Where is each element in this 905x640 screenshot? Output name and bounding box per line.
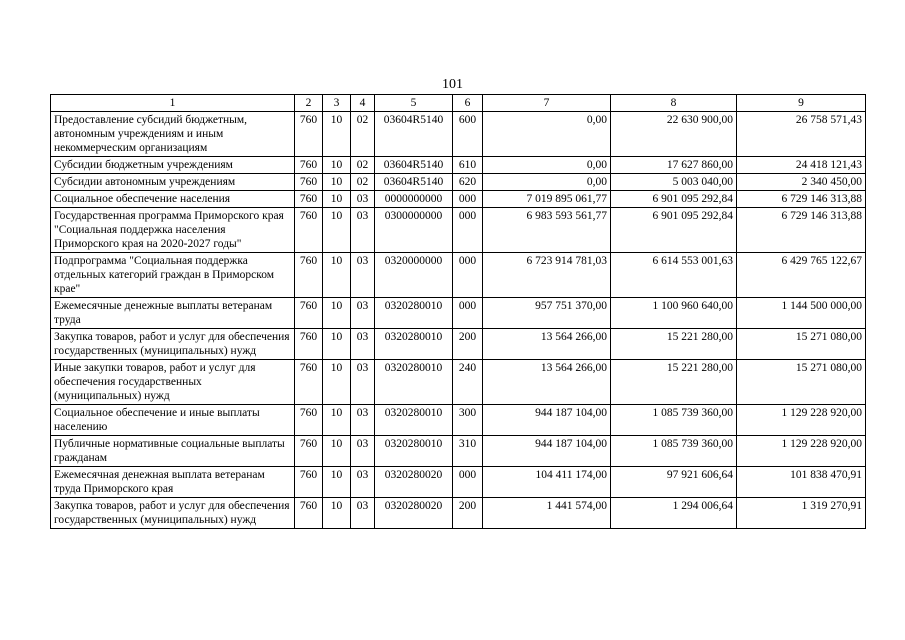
table-row — [51, 498, 866, 529]
subsection-code-cell: 03 — [351, 191, 375, 208]
row-name-cell: Государственная программа Приморского края "Социальная поддержка населения Приморского края на 2020-2027 годы" — [51, 208, 295, 253]
expense-type-cell: 000 — [453, 191, 483, 208]
table-row — [51, 191, 866, 208]
amount-cell-col7: 957 751 370,00 — [483, 298, 611, 329]
amount-cell-col8: 17 627 860,00 — [611, 157, 737, 174]
target-article-cell: 0320280010 — [375, 360, 453, 405]
admin-code-cell: 760 — [295, 191, 323, 208]
amount-cell-col8: 6 901 095 292,84 — [611, 191, 737, 208]
expense-type-cell: 240 — [453, 360, 483, 405]
amount-cell-col7: 6 723 914 781,03 — [483, 253, 611, 298]
amount-cell-col7: 944 187 104,00 — [483, 405, 611, 436]
row-name-cell: Предоставление субсидий бюджетным, автономным учреждениям и иным некоммерческим организациям — [51, 112, 295, 157]
subsection-code-cell: 03 — [351, 208, 375, 253]
target-article-cell: 0320280020 — [375, 498, 453, 529]
section-code-cell: 10 — [323, 298, 351, 329]
amount-cell-col7: 1 441 574,00 — [483, 498, 611, 529]
table-row — [51, 174, 866, 191]
amount-cell-col7: 0,00 — [483, 157, 611, 174]
column-header: 3 — [323, 95, 351, 112]
amount-cell-col8: 15 221 280,00 — [611, 329, 737, 360]
admin-code-cell: 760 — [295, 157, 323, 174]
amount-cell-col8: 6 614 553 001,63 — [611, 253, 737, 298]
admin-code-cell: 760 — [295, 174, 323, 191]
expense-type-cell: 600 — [453, 112, 483, 157]
expense-type-cell: 000 — [453, 208, 483, 253]
amount-cell-col7: 7 019 895 061,77 — [483, 191, 611, 208]
amount-cell-col7: 13 564 266,00 — [483, 360, 611, 405]
expense-type-cell: 620 — [453, 174, 483, 191]
amount-cell-col8: 22 630 900,00 — [611, 112, 737, 157]
subsection-code-cell: 03 — [351, 405, 375, 436]
subsection-code-cell: 03 — [351, 467, 375, 498]
table-body — [51, 112, 866, 529]
admin-code-cell: 760 — [295, 253, 323, 298]
column-header: 2 — [295, 95, 323, 112]
amount-cell-col7: 0,00 — [483, 112, 611, 157]
amount-cell-col7: 944 187 104,00 — [483, 436, 611, 467]
amount-cell-col7: 104 411 174,00 — [483, 467, 611, 498]
subsection-code-cell: 03 — [351, 360, 375, 405]
target-article-cell: 0320280010 — [375, 436, 453, 467]
table-row — [51, 360, 866, 405]
expense-type-cell: 200 — [453, 498, 483, 529]
admin-code-cell: 760 — [295, 498, 323, 529]
amount-cell-col8: 5 003 040,00 — [611, 174, 737, 191]
column-header: 6 — [453, 95, 483, 112]
budget-table — [50, 94, 866, 529]
row-name-cell: Субсидии бюджетным учреждениям — [51, 157, 295, 174]
subsection-code-cell: 03 — [351, 498, 375, 529]
column-header: 9 — [737, 95, 866, 112]
amount-cell-col9: 1 319 270,91 — [737, 498, 866, 529]
target-article-cell: 0320280010 — [375, 298, 453, 329]
row-name-cell: Ежемесячные денежные выплаты ветеранам труда — [51, 298, 295, 329]
target-article-cell: 0320280010 — [375, 329, 453, 360]
amount-cell-col9: 1 129 228 920,00 — [737, 405, 866, 436]
admin-code-cell: 760 — [295, 405, 323, 436]
section-code-cell: 10 — [323, 436, 351, 467]
subsection-code-cell: 03 — [351, 298, 375, 329]
table-row — [51, 436, 866, 467]
column-header: 7 — [483, 95, 611, 112]
expense-type-cell: 000 — [453, 467, 483, 498]
row-name-cell: Ежемесячная денежная выплата ветеранам труда Приморского края — [51, 467, 295, 498]
table-row — [51, 405, 866, 436]
column-header: 4 — [351, 95, 375, 112]
column-header: 5 — [375, 95, 453, 112]
subsection-code-cell: 02 — [351, 112, 375, 157]
subsection-code-cell: 03 — [351, 329, 375, 360]
target-article-cell: 0320280020 — [375, 467, 453, 498]
amount-cell-col8: 1 294 006,64 — [611, 498, 737, 529]
subsection-code-cell: 02 — [351, 157, 375, 174]
amount-cell-col9: 24 418 121,43 — [737, 157, 866, 174]
target-article-cell: 03604R5140 — [375, 174, 453, 191]
admin-code-cell: 760 — [295, 298, 323, 329]
target-article-cell: 0320280010 — [375, 405, 453, 436]
row-name-cell: Иные закупки товаров, работ и услуг для обеспечения государственных (муниципальных) нужд — [51, 360, 295, 405]
admin-code-cell: 760 — [295, 467, 323, 498]
row-name-cell: Закупка товаров, работ и услуг для обеспечения государственных (муниципальных) нужд — [51, 498, 295, 529]
amount-cell-col9: 6 729 146 313,88 — [737, 208, 866, 253]
header-row — [51, 95, 866, 112]
column-header: 8 — [611, 95, 737, 112]
table-row — [51, 298, 866, 329]
admin-code-cell: 760 — [295, 436, 323, 467]
row-name-cell: Субсидии автономным учреждениям — [51, 174, 295, 191]
expense-type-cell: 000 — [453, 253, 483, 298]
amount-cell-col9: 1 129 228 920,00 — [737, 436, 866, 467]
admin-code-cell: 760 — [295, 208, 323, 253]
section-code-cell: 10 — [323, 112, 351, 157]
amount-cell-col9: 6 729 146 313,88 — [737, 191, 866, 208]
target-article-cell: 03604R5140 — [375, 157, 453, 174]
amount-cell-col9: 15 271 080,00 — [737, 329, 866, 360]
table-row — [51, 208, 866, 253]
subsection-code-cell: 03 — [351, 436, 375, 467]
admin-code-cell: 760 — [295, 329, 323, 360]
target-article-cell: 0300000000 — [375, 208, 453, 253]
amount-cell-col9: 2 340 450,00 — [737, 174, 866, 191]
target-article-cell: 03604R5140 — [375, 112, 453, 157]
section-code-cell: 10 — [323, 174, 351, 191]
section-code-cell: 10 — [323, 360, 351, 405]
amount-cell-col8: 15 221 280,00 — [611, 360, 737, 405]
amount-cell-col9: 1 144 500 000,00 — [737, 298, 866, 329]
row-name-cell: Публичные нормативные социальные выплаты гражданам — [51, 436, 295, 467]
table-row — [51, 329, 866, 360]
page-number: 101 — [442, 77, 463, 92]
row-name-cell: Подпрограмма "Социальная поддержка отдельных категорий граждан в Приморском крае" — [51, 253, 295, 298]
expense-type-cell: 000 — [453, 298, 483, 329]
section-code-cell: 10 — [323, 208, 351, 253]
section-code-cell: 10 — [323, 191, 351, 208]
row-name-cell: Социальное обеспечение и иные выплаты населению — [51, 405, 295, 436]
row-name-cell: Закупка товаров, работ и услуг для обеспечения государственных (муниципальных) нужд — [51, 329, 295, 360]
table-row — [51, 157, 866, 174]
amount-cell-col9: 26 758 571,43 — [737, 112, 866, 157]
section-code-cell: 10 — [323, 498, 351, 529]
subsection-code-cell: 03 — [351, 253, 375, 298]
row-name-cell: Социальное обеспечение населения — [51, 191, 295, 208]
amount-cell-col8: 97 921 606,64 — [611, 467, 737, 498]
amount-cell-col9: 6 429 765 122,67 — [737, 253, 866, 298]
expense-type-cell: 300 — [453, 405, 483, 436]
amount-cell-col7: 13 564 266,00 — [483, 329, 611, 360]
table-row — [51, 467, 866, 498]
admin-code-cell: 760 — [295, 360, 323, 405]
amount-cell-col9: 101 838 470,91 — [737, 467, 866, 498]
column-header: 1 — [51, 95, 295, 112]
table-row — [51, 253, 866, 298]
amount-cell-col8: 1 085 739 360,00 — [611, 405, 737, 436]
amount-cell-col8: 1 085 739 360,00 — [611, 436, 737, 467]
admin-code-cell: 760 — [295, 112, 323, 157]
target-article-cell: 0000000000 — [375, 191, 453, 208]
expense-type-cell: 310 — [453, 436, 483, 467]
expense-type-cell: 610 — [453, 157, 483, 174]
amount-cell-col8: 1 100 960 640,00 — [611, 298, 737, 329]
section-code-cell: 10 — [323, 157, 351, 174]
section-code-cell: 10 — [323, 405, 351, 436]
amount-cell-col9: 15 271 080,00 — [737, 360, 866, 405]
table-row — [51, 112, 866, 157]
target-article-cell: 0320000000 — [375, 253, 453, 298]
subsection-code-cell: 02 — [351, 174, 375, 191]
amount-cell-col7: 0,00 — [483, 174, 611, 191]
amount-cell-col8: 6 901 095 292,84 — [611, 208, 737, 253]
expense-type-cell: 200 — [453, 329, 483, 360]
section-code-cell: 10 — [323, 253, 351, 298]
section-code-cell: 10 — [323, 467, 351, 498]
amount-cell-col7: 6 983 593 561,77 — [483, 208, 611, 253]
section-code-cell: 10 — [323, 329, 351, 360]
